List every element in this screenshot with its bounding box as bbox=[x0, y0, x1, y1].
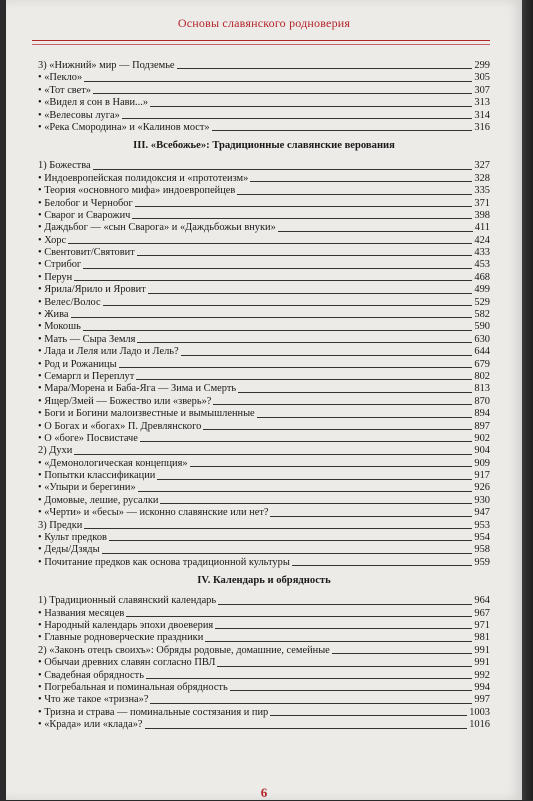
toc-entry-page: 371 bbox=[474, 197, 490, 209]
toc-entry-title: • «Демонологическая концепция» bbox=[38, 457, 188, 469]
toc-entry-title: • О Богах и «богах» П. Древлянского bbox=[38, 420, 202, 432]
toc-entry bbox=[38, 532, 490, 544]
header-rule-thin bbox=[32, 44, 490, 45]
toc-entry-title: • «Упыри и берегини» bbox=[38, 482, 136, 494]
toc-entry-page: 411 bbox=[474, 222, 490, 234]
toc-entry bbox=[38, 110, 490, 122]
toc-leader-line bbox=[84, 81, 472, 82]
toc-leader-line bbox=[190, 466, 473, 467]
toc-entry-title: • Культ предков bbox=[38, 532, 107, 544]
toc-entry-page: 314 bbox=[474, 109, 490, 121]
toc-entry-title: • Что же такое «тризна»? bbox=[38, 694, 149, 706]
toc-leader-line bbox=[148, 293, 473, 294]
toc-entry-title: • Свадебная обрядность bbox=[38, 669, 144, 681]
toc-entry-title: • Почитание предков как основа традиционной культуры bbox=[38, 556, 290, 568]
toc-entry-page: 499 bbox=[474, 284, 490, 296]
book-page bbox=[6, 0, 522, 800]
toc-leader-line bbox=[84, 528, 472, 529]
toc-entry bbox=[38, 198, 490, 210]
toc-entry-title: 1) Традиционный славянский календарь bbox=[38, 595, 217, 607]
toc-entry bbox=[38, 359, 490, 371]
toc-entry bbox=[38, 309, 490, 321]
toc-leader-line bbox=[218, 604, 472, 605]
toc-leader-line bbox=[122, 118, 473, 119]
toc-leader-line bbox=[140, 441, 473, 442]
toc-leader-line bbox=[136, 379, 472, 380]
toc-entry-title: • Ярила/Ярило и Яровит bbox=[38, 284, 146, 296]
toc-entry-title: • Стрибог bbox=[38, 259, 82, 271]
toc-entry-title: • Названия месяцев bbox=[38, 607, 125, 619]
toc-entry bbox=[38, 483, 490, 495]
toc-entry-title: • Индоевропейская полидоксия и «прототеизм» bbox=[38, 172, 249, 184]
toc-entry-title: • Семаргл и Переплут bbox=[38, 370, 135, 382]
toc-entry-page: 930 bbox=[474, 494, 490, 506]
toc-entry-title: • Домовые, лешие, русалки bbox=[38, 494, 159, 506]
toc-leader-line bbox=[83, 268, 472, 269]
toc-entry bbox=[38, 72, 490, 84]
toc-entry bbox=[38, 682, 490, 694]
toc-leader-line bbox=[137, 342, 472, 343]
toc-leader-line bbox=[145, 728, 468, 729]
toc-entry bbox=[38, 235, 490, 247]
toc-entry-page: 997 bbox=[474, 694, 490, 706]
toc-leader-line bbox=[135, 206, 473, 207]
toc-entry bbox=[38, 445, 490, 457]
toc-entry-title: • Жива bbox=[38, 309, 69, 321]
toc-entry-page: 398 bbox=[474, 209, 490, 221]
toc-leader-line bbox=[213, 404, 472, 405]
toc-leader-line bbox=[93, 93, 472, 94]
toc-entry-title: 3) Предки bbox=[38, 519, 83, 531]
toc-leader-line bbox=[146, 678, 472, 679]
toc-entry bbox=[38, 284, 490, 296]
toc-leader-line bbox=[270, 516, 472, 517]
toc-entry-title: • «Тот свет» bbox=[38, 84, 91, 96]
toc-entry bbox=[38, 719, 490, 731]
toc-leader-line bbox=[109, 540, 472, 541]
toc-entry-title: • Народный календарь эпохи двоеверия bbox=[38, 620, 214, 631]
book-edge bbox=[522, 0, 533, 800]
toc-entry-title: • «Видел я сон в Нави...» bbox=[38, 97, 149, 109]
toc-entry-page: 453 bbox=[474, 259, 490, 271]
toc-leader-line bbox=[230, 690, 473, 691]
toc-entry bbox=[38, 210, 490, 222]
toc-entry-page: 947 bbox=[474, 507, 490, 519]
toc-entry-page: 1016 bbox=[469, 719, 490, 731]
toc-leader-line bbox=[150, 703, 472, 704]
toc-entry-title: • «Река Смородина» и «Калинов мост» bbox=[38, 121, 210, 133]
toc-entry bbox=[38, 185, 490, 197]
toc-entry-title: 1) Божества bbox=[38, 160, 91, 172]
toc-entry bbox=[38, 259, 490, 271]
toc-entry-page: 964 bbox=[474, 595, 490, 607]
table-of-contents bbox=[38, 60, 490, 732]
toc-entry-page: 529 bbox=[474, 296, 490, 308]
toc-entry-title: • Ящер/Змей — Божество или «зверь»? bbox=[38, 395, 212, 407]
toc-entry-title: • Род и Рожаницы bbox=[38, 358, 117, 370]
toc-leader-line bbox=[157, 479, 472, 480]
toc-entry-title: • Главные родноверческие праздники bbox=[38, 632, 204, 644]
toc-leader-line bbox=[217, 666, 472, 667]
toc-entry-title: • Мокошь bbox=[38, 321, 81, 333]
toc-leader-line bbox=[250, 181, 472, 182]
toc-entry-page: 992 bbox=[474, 669, 490, 681]
toc-entry-page: 328 bbox=[474, 172, 490, 184]
toc-entry-title: • Даждьбог — «сын Сварога» и «Даждьбожьи внуки» bbox=[38, 222, 276, 234]
toc-entry bbox=[38, 297, 490, 309]
toc-entry-page: 902 bbox=[474, 432, 490, 444]
toc-leader-line bbox=[126, 616, 472, 617]
toc-leader-line bbox=[212, 130, 473, 131]
toc-entry-page: 958 bbox=[474, 544, 490, 556]
toc-entry-title: • Тризна и страва — поминальные состязания и пир bbox=[38, 706, 269, 718]
toc-entry-title: • Погребальная и поминальная обрядность bbox=[38, 681, 228, 693]
toc-entry-title: 2) «Законъ отецъ своихъ»: Обряды родовые, домашние, семейные bbox=[38, 644, 330, 656]
toc-entry-page: 959 bbox=[474, 556, 490, 568]
toc-entry-title: • Мара/Морена и Баба-Яга — Зима и Смерть bbox=[38, 383, 237, 395]
toc-entry bbox=[38, 396, 490, 408]
toc-entry-page: 894 bbox=[474, 408, 490, 420]
toc-entry-title: 2) Духи bbox=[38, 445, 73, 457]
toc-entry bbox=[38, 707, 490, 719]
toc-entry bbox=[38, 247, 490, 259]
toc-leader-line bbox=[71, 317, 473, 318]
toc-leader-line bbox=[137, 255, 473, 256]
toc-leader-line bbox=[270, 715, 467, 716]
toc-entry bbox=[38, 222, 490, 234]
toc-entry-title: • Велес/Волос bbox=[38, 296, 101, 308]
toc-entry-page: 971 bbox=[474, 620, 490, 631]
toc-entry-page: 994 bbox=[474, 681, 490, 693]
toc-entry bbox=[38, 608, 490, 620]
toc-section-heading: IV. Календарь и обрядность bbox=[197, 575, 331, 587]
toc-entry-page: 299 bbox=[474, 59, 490, 71]
toc-entry-page: 313 bbox=[474, 97, 490, 109]
toc-leader-line bbox=[292, 565, 473, 566]
toc-entry-page: 917 bbox=[474, 470, 490, 482]
toc-entry-page: 582 bbox=[474, 309, 490, 321]
toc-entry bbox=[38, 670, 490, 682]
toc-entry bbox=[38, 645, 490, 657]
toc-entry-title: • О «боге» Посвистаче bbox=[38, 432, 138, 444]
toc-entry-title: • Хорс bbox=[38, 234, 67, 246]
toc-entry bbox=[38, 657, 490, 669]
toc-entry-title: • Боги и Богини малоизвестные и вымышленные bbox=[38, 408, 255, 420]
toc-entry-title: • Сварог и Сварожич bbox=[38, 209, 131, 221]
toc-entry bbox=[38, 85, 490, 97]
toc-leader-line bbox=[332, 653, 473, 654]
header-rule bbox=[32, 40, 490, 41]
toc-section-heading: III. «Всебожье»: Традиционные славянские верования bbox=[133, 140, 395, 152]
toc-entry-title: • «Черти» и «бесы» — исконно славянские или нет? bbox=[38, 507, 269, 519]
toc-entry-title: • Свентовит/Святовит bbox=[38, 247, 135, 259]
toc-leader-line bbox=[181, 355, 473, 356]
toc-entry-title: • Белобог и Чернобог bbox=[38, 197, 133, 209]
toc-entry-page: 870 bbox=[474, 395, 490, 407]
toc-entry-page: 316 bbox=[474, 121, 490, 133]
toc-entry-page: 813 bbox=[474, 383, 490, 395]
toc-entry-page: 991 bbox=[474, 657, 490, 669]
toc-entry bbox=[38, 122, 490, 134]
toc-entry-page: 909 bbox=[474, 457, 490, 469]
toc-entry bbox=[38, 383, 490, 395]
toc-leader-line bbox=[74, 280, 472, 281]
toc-entry bbox=[38, 458, 490, 470]
toc-entry bbox=[38, 544, 490, 556]
toc-entry-title: 3) «Нижний» мир — Подземье bbox=[38, 59, 175, 71]
toc-leader-line bbox=[74, 454, 472, 455]
toc-leader-line bbox=[177, 68, 473, 69]
toc-leader-line bbox=[93, 169, 473, 170]
toc-entry bbox=[38, 160, 490, 172]
toc-leader-line bbox=[102, 553, 473, 554]
toc-leader-line bbox=[203, 429, 472, 430]
toc-entry-page: 954 bbox=[474, 532, 490, 544]
toc-entry bbox=[38, 272, 490, 284]
toc-entry bbox=[38, 595, 490, 607]
toc-entry-page: 468 bbox=[474, 271, 490, 283]
toc-entry-page: 305 bbox=[474, 72, 490, 84]
toc-entry bbox=[38, 470, 490, 482]
toc-entry-page: 967 bbox=[474, 607, 490, 619]
toc-leader-line bbox=[103, 305, 473, 306]
toc-entry bbox=[38, 520, 490, 532]
toc-leader-line bbox=[215, 628, 472, 629]
toc-entry-page: 327 bbox=[474, 160, 490, 172]
toc-entry-title: • Перун bbox=[38, 271, 73, 283]
toc-leader-line bbox=[237, 194, 472, 195]
toc-entry bbox=[38, 60, 490, 72]
toc-entry-title: • «Велесовы луга» bbox=[38, 109, 120, 121]
toc-entry-page: 590 bbox=[474, 321, 490, 333]
toc-entry-title: • Обычаи древних славян согласно ПВЛ bbox=[38, 657, 216, 669]
toc-entry bbox=[38, 620, 490, 632]
toc-entry bbox=[38, 346, 490, 358]
toc-entry bbox=[38, 97, 490, 109]
toc-leader-line bbox=[205, 641, 472, 642]
toc-entry bbox=[38, 321, 490, 333]
toc-leader-line bbox=[150, 106, 472, 107]
toc-leader-line bbox=[160, 503, 472, 504]
toc-entry bbox=[38, 334, 490, 346]
toc-entry bbox=[38, 371, 490, 383]
toc-entry-title: • Лада и Леля или Ладо и Лель? bbox=[38, 346, 179, 358]
toc-entry bbox=[38, 694, 490, 706]
toc-entry bbox=[38, 507, 490, 519]
toc-entry bbox=[38, 433, 490, 445]
toc-entry bbox=[38, 495, 490, 507]
toc-entry bbox=[38, 408, 490, 420]
toc-entry-page: 1003 bbox=[469, 706, 490, 718]
toc-entry-page: 644 bbox=[474, 346, 490, 358]
toc-leader-line bbox=[278, 231, 473, 232]
toc-entry bbox=[38, 632, 490, 644]
toc-entry bbox=[38, 173, 490, 185]
toc-entry bbox=[38, 421, 490, 433]
toc-leader-line bbox=[68, 243, 472, 244]
toc-entry-page: 953 bbox=[474, 519, 490, 531]
toc-entry-page: 424 bbox=[474, 234, 490, 246]
toc-entry-title: • «Крада» или «клада»? bbox=[38, 719, 143, 731]
running-header: Основы славянского родноверия bbox=[177, 16, 351, 30]
toc-entry-page: 981 bbox=[474, 632, 490, 644]
toc-entry-page: 630 bbox=[474, 333, 490, 345]
toc-leader-line bbox=[138, 491, 473, 492]
toc-leader-line bbox=[83, 330, 473, 331]
toc-entry-title: • Попытки классификации bbox=[38, 470, 156, 482]
toc-entry-page: 335 bbox=[474, 185, 490, 197]
toc-entry-page: 802 bbox=[474, 370, 490, 382]
toc-entry-page: 926 bbox=[474, 482, 490, 494]
toc-entry-title: • Теория «основного мифа» индоевропейцев bbox=[38, 185, 236, 197]
toc-entry-title: • Мать — Сыра Земля bbox=[38, 333, 136, 345]
toc-entry bbox=[38, 557, 490, 569]
toc-leader-line bbox=[132, 218, 472, 219]
toc-leader-line bbox=[119, 367, 473, 368]
toc-entry-title: • Деды/Дзяды bbox=[38, 544, 100, 556]
toc-leader-line bbox=[257, 417, 473, 418]
page-number: 6 bbox=[260, 785, 268, 800]
toc-leader-line bbox=[238, 392, 472, 393]
toc-entry-title: • «Пекло» bbox=[38, 72, 83, 84]
toc-entry-page: 307 bbox=[474, 84, 490, 96]
toc-entry-page: 904 bbox=[474, 445, 490, 457]
toc-entry-page: 991 bbox=[474, 644, 490, 656]
toc-entry-page: 897 bbox=[474, 420, 490, 432]
toc-entry-page: 433 bbox=[474, 247, 490, 259]
toc-entry-page: 679 bbox=[474, 358, 490, 370]
